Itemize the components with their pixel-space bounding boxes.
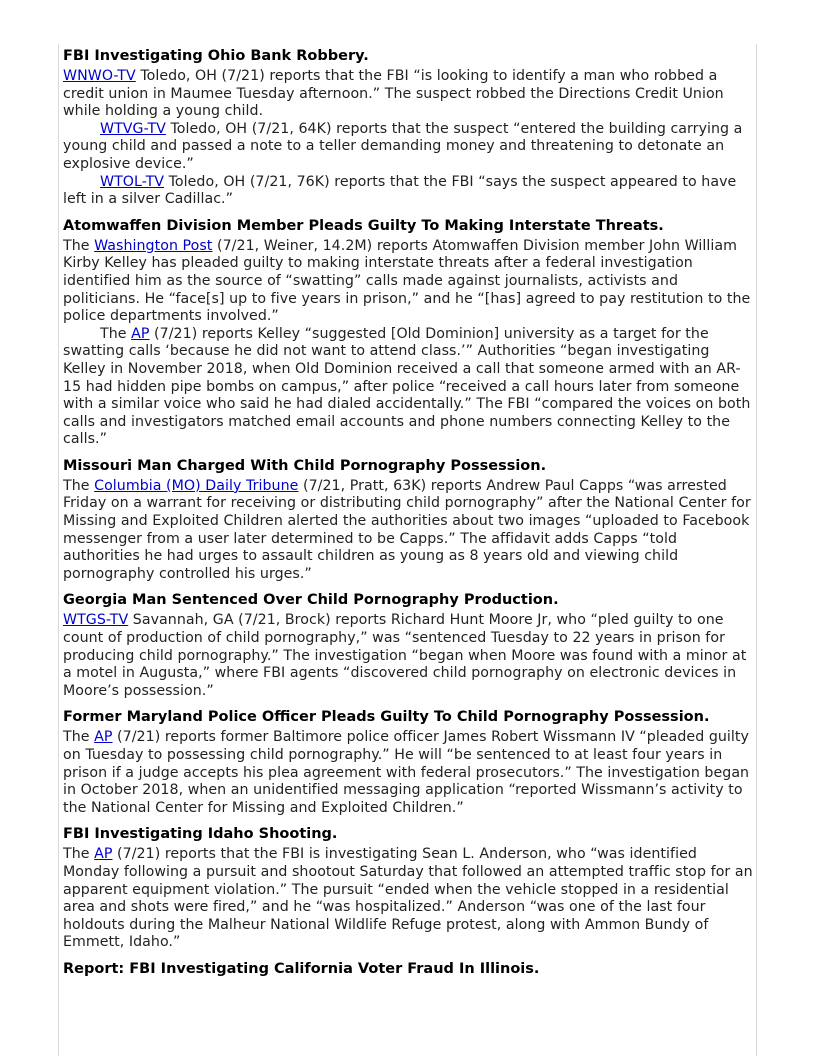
article-atomwaffen-guilty-plea bbox=[63, 217, 753, 449]
paragraph-text: Toledo, OH (7/21, 64K) reports that the suspect “entered the building carrying a young child and passed a note to a teller demanding money and threatening to detonate an explosive device.” bbox=[63, 120, 743, 172]
source-link[interactable]: WTGS-TV bbox=[63, 612, 129, 629]
article-headline: FBI Investigating Ohio Bank Robbery. bbox=[63, 48, 369, 64]
source-link[interactable]: AP bbox=[94, 729, 113, 746]
paragraph-text: Toledo, OH (7/21, 76K) reports that the FBI “says the suspect appeared to have left in a silver Cadillac.” bbox=[63, 173, 737, 208]
source-link[interactable]: Washington Post bbox=[94, 237, 213, 254]
paragraph-text: (7/21, Weiner, 14.2M) reports Atomwaffen Division member John William Kirby Kelley has pleaded guilty to making interstate threats after a federal investigation identified him as the source of “swatting” calls made against journalists, activists and politicians. He “face[s] up to five years in prison,” and he “[has] agreed to pay restitution to the police departments involved.” bbox=[63, 237, 751, 325]
source-link[interactable]: AP bbox=[131, 325, 150, 342]
article-ohio-bank-robbery bbox=[63, 47, 753, 209]
paragraph-text: (7/21) reports Kelley “suggested [Old Dominion] university as a target for the swatting calls ‘because he did not want to attend class.’” Authorities “began investigating Kelley in November 2018, when Old Dominion received a call that someone armed with an AR-15 had hidden pipe bombs on campus,” after police “received a call hours later from someone with a similar voice who said he had dialed accidentally.” The FBI “compared the voices on both calls and investigators matched email accounts and phone numbers connecting Kelley to the calls.” bbox=[63, 325, 751, 448]
article-headline: Former Maryland Police Officer Pleads Guilty To Child Pornography Possession. bbox=[63, 709, 710, 726]
left-margin-rule bbox=[58, 44, 59, 1056]
paragraph-text: (7/21) reports that the FBI is investigating Sean L. Anderson, who “was identified Monday following a pursuit and shootout Saturday that followed an attempted traffic stop for an apparent equipment violation.” The pursuit “ended when the vehicle stopped in a residential area and shots were fired,” and he “was hospitalized.” Anderson “was one of the last four holdouts during the Malheur National Wildlife Refuge protest, along with Ammon Bundy of Emmett, Idaho.” bbox=[63, 846, 753, 951]
article-paragraph bbox=[63, 612, 753, 700]
article-missouri-charge bbox=[63, 457, 753, 584]
article-maryland-officer-plea bbox=[63, 708, 753, 817]
paragraph-prefix: The bbox=[100, 325, 132, 342]
source-link[interactable]: WTOL-TV bbox=[100, 173, 165, 190]
paragraph-prefix: The bbox=[63, 237, 95, 254]
article-headline: Report: FBI Investigating California Voter Fraud In Illinois. bbox=[63, 960, 540, 977]
article-paragraph bbox=[63, 174, 753, 209]
source-link[interactable]: Columbia (MO) Daily Tribune bbox=[94, 477, 299, 494]
paragraph-text: (7/21, Pratt, 63K) reports Andrew Paul Capps “was arrested Friday on a warrant for receiving or distributing child pornography” after the National Center for Missing and Exploited Children alerted the authorities about two images “uploaded to Facebook messenger from a user later determined to be Capps.” The affidavit adds Capps “told authorities he had urges to assault children as young as 8 years old and viewing child pornography controlled his urges.” bbox=[63, 477, 751, 582]
article-paragraph bbox=[63, 121, 753, 174]
paragraph-text: Savannah, GA (7/21, Brock) reports Richard Hunt Moore Jr, who “pled guilty to one count of production of child pornography,” was “sentenced Tuesday to 22 years in prison for producing child pornography.” The investigation “began when Moore was found with a minor at a motel in Augusta,” where FBI agents “discovered child pornography on electronic devices in Moore’s possession.” bbox=[63, 612, 747, 699]
article-paragraph bbox=[63, 729, 753, 817]
article-paragraph bbox=[63, 478, 753, 584]
article-headline: Georgia Man Sentenced Over Child Pornography Production. bbox=[63, 592, 559, 609]
article-voter-fraud bbox=[63, 960, 753, 979]
article-georgia-sentence bbox=[63, 591, 753, 700]
paragraph-prefix: The bbox=[63, 846, 95, 863]
paragraph-text: (7/21) reports former Baltimore police officer James Robert Wissmann IV “pleaded guilty on Tuesday to possessing child pornography.” He will “be sentenced to at least four years in prison if a judge accepts his plea agreement with federal prosecutors.” The investigation began in October 2018, when an unidentified messaging application “reported Wissmann’s activity to the National Center for Missing and Exploited Children.” bbox=[63, 729, 750, 816]
source-link[interactable]: WTVG-TV bbox=[100, 120, 166, 137]
paragraph-prefix: The bbox=[63, 729, 95, 746]
article-headline: FBI Investigating Idaho Shooting. bbox=[63, 826, 338, 843]
article-paragraph bbox=[63, 326, 753, 449]
article-paragraph bbox=[63, 846, 753, 952]
paragraph-text: Toledo, OH (7/21) reports that the FBI “is looking to identify a man who robbed a credit union in Maumee Tuesday afternoon.” The suspect robbed the Directions Credit Union while holding a young child. bbox=[63, 68, 724, 120]
article-headline: Atomwaffen Division Member Pleads Guilty To Making Interstate Threats. bbox=[63, 217, 664, 234]
right-margin-rule bbox=[756, 44, 757, 1056]
article-paragraph bbox=[63, 238, 753, 326]
news-briefing bbox=[63, 47, 753, 987]
source-link[interactable]: WNWO-TV bbox=[63, 68, 136, 84]
article-idaho-shooting bbox=[63, 825, 753, 952]
source-link[interactable]: AP bbox=[94, 846, 113, 863]
paragraph-prefix: The bbox=[63, 477, 95, 494]
article-paragraph bbox=[63, 68, 753, 121]
article-headline: Missouri Man Charged With Child Pornography Possession. bbox=[63, 457, 547, 474]
